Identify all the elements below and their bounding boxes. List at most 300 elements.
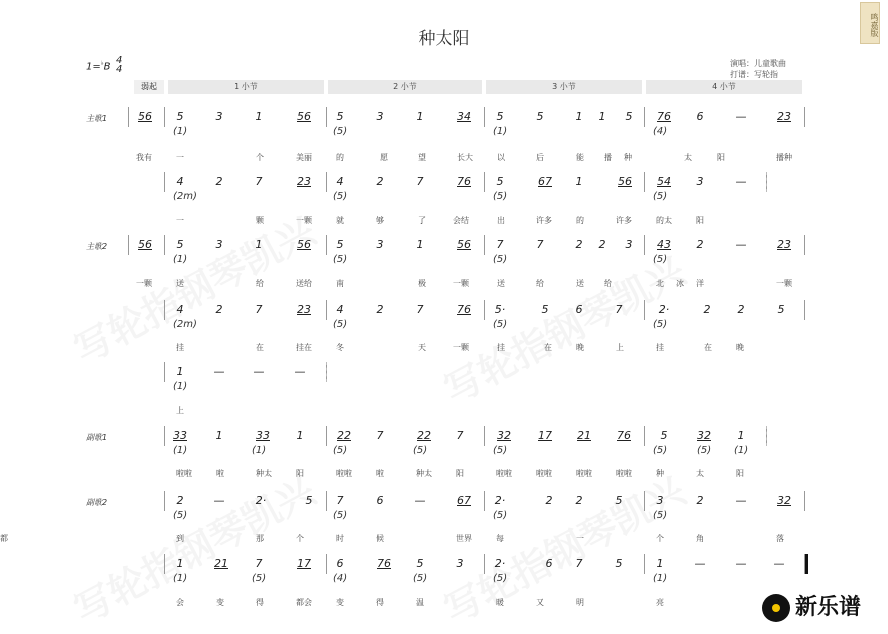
bar-line xyxy=(164,300,165,320)
measure-header-4: 4 小节 xyxy=(646,80,802,94)
chord-marker: (5) xyxy=(493,445,508,456)
lyric: 世界 xyxy=(456,534,472,543)
note: 5 xyxy=(176,110,184,123)
lyric: 阳 xyxy=(296,469,304,478)
note: 5 xyxy=(541,303,549,316)
note: 1 xyxy=(255,110,263,123)
chord-marker: (5) xyxy=(493,319,508,330)
bar-line xyxy=(164,235,165,255)
lyric: 许多 xyxy=(536,216,552,225)
lyric: 种太 xyxy=(416,469,432,478)
key-flat: ♭ xyxy=(100,60,104,67)
edition-badge: 鸣嘉版 xyxy=(860,2,880,44)
note: 4 xyxy=(336,175,344,188)
note: 3 xyxy=(376,238,384,251)
lyric: 我有 xyxy=(136,153,152,162)
lyric: 晚 xyxy=(576,343,584,352)
lyric: 够 xyxy=(376,216,384,225)
note: 67 xyxy=(457,494,471,507)
bar-line xyxy=(804,300,805,320)
measure-header-1: 1 小节 xyxy=(168,80,324,94)
note: 76 xyxy=(377,557,391,570)
note: 17 xyxy=(297,557,311,570)
bar-line xyxy=(326,235,327,255)
lyric: 那 xyxy=(256,534,264,543)
bar-line xyxy=(644,172,645,192)
bar-line xyxy=(164,107,165,127)
note: 1 xyxy=(598,110,606,123)
chord-marker: (1) xyxy=(653,573,668,584)
lyric: 给 xyxy=(256,279,264,288)
lyric: 个 xyxy=(256,153,264,162)
note: — xyxy=(735,110,747,123)
lyric: 给 xyxy=(604,279,612,288)
chord-marker: (5) xyxy=(653,319,668,330)
lyric: 能 xyxy=(576,153,584,162)
note: 6 xyxy=(696,110,704,123)
note: 7 xyxy=(336,494,344,507)
bar-line xyxy=(128,107,129,127)
note: 7 xyxy=(416,175,424,188)
chord-marker: (1) xyxy=(173,445,188,456)
note: — xyxy=(414,494,426,507)
note: 5 xyxy=(496,110,504,123)
lyric: 的太 xyxy=(656,216,672,225)
lyric: 送 xyxy=(497,279,505,288)
note: 5 xyxy=(496,175,504,188)
chord-marker: (1) xyxy=(173,573,188,584)
lyric: 温 xyxy=(416,598,424,607)
note: 1 xyxy=(737,429,745,442)
bar-line xyxy=(326,491,327,511)
chord-marker: (1) xyxy=(493,126,508,137)
note: 6 xyxy=(336,557,344,570)
note: 7 xyxy=(255,303,263,316)
chord-marker: (5) xyxy=(333,126,348,137)
chord-marker: (1) xyxy=(173,381,188,392)
note: 5· xyxy=(494,303,506,316)
note: 6 xyxy=(545,557,553,570)
bar-line xyxy=(644,300,645,320)
lyric: 挂在 xyxy=(296,343,312,352)
note: 2 xyxy=(376,303,384,316)
chord-marker: (5) xyxy=(653,254,668,265)
watermark-text xyxy=(63,201,324,374)
lyric: 一颗 xyxy=(453,343,469,352)
lyric: 阳 xyxy=(717,153,725,162)
lyric: 许多 xyxy=(616,216,632,225)
lyric: 上 xyxy=(176,406,184,415)
row-label-6: 副歌1 xyxy=(86,433,108,442)
lyric: 了 xyxy=(418,216,426,225)
lyric: 又 xyxy=(536,598,544,607)
chord-marker: (1) xyxy=(173,126,188,137)
time-top: 4 xyxy=(116,55,123,66)
bar-line xyxy=(484,235,485,255)
key-eq: = xyxy=(92,61,101,73)
lyric: 挂 xyxy=(176,343,184,352)
lyric: 一 xyxy=(176,153,184,162)
watermark-text xyxy=(63,461,324,634)
note: 56 xyxy=(618,175,632,188)
note: 5 xyxy=(305,494,313,507)
note: 56 xyxy=(297,238,311,251)
note: 5 xyxy=(615,494,623,507)
note: 3 xyxy=(215,238,223,251)
lyric: 角 xyxy=(696,534,704,543)
note: — xyxy=(773,557,785,570)
lyric: 南 xyxy=(336,279,344,288)
lyric: 变 xyxy=(336,598,344,607)
dashed-bar-line xyxy=(766,426,767,446)
chord-marker: (5) xyxy=(333,445,348,456)
note: 7 xyxy=(536,238,544,251)
bar-line xyxy=(164,172,165,192)
note: 76 xyxy=(617,429,631,442)
chord-marker: (5) xyxy=(697,445,712,456)
note: — xyxy=(213,365,225,378)
row-label-7: 副歌2 xyxy=(86,498,108,507)
record-icon xyxy=(762,594,790,622)
lyric: 送 xyxy=(576,279,584,288)
lyric: 一颗 xyxy=(136,279,152,288)
lyric: 会 xyxy=(176,598,184,607)
note: 1 xyxy=(215,429,223,442)
lyric: 太 xyxy=(696,469,704,478)
lyric: 个 xyxy=(296,534,304,543)
lyric: 出 xyxy=(497,216,505,225)
note: 21 xyxy=(577,429,591,442)
note: — xyxy=(253,365,265,378)
note: 1 xyxy=(176,557,184,570)
chord-marker: (5) xyxy=(333,510,348,521)
chord-marker: (1) xyxy=(252,445,267,456)
note: 2 xyxy=(215,303,223,316)
chord-marker: (2m) xyxy=(173,191,197,202)
chord-marker: (5) xyxy=(252,573,267,584)
note: 7 xyxy=(376,429,384,442)
note: 76 xyxy=(457,175,471,188)
note: 5 xyxy=(660,429,668,442)
note: 3 xyxy=(376,110,384,123)
lyric: 天 xyxy=(418,343,426,352)
note: 2 xyxy=(737,303,745,316)
note: 5 xyxy=(416,557,424,570)
bar-line xyxy=(644,554,645,574)
note: 2 xyxy=(598,238,606,251)
bar-line xyxy=(804,107,805,127)
lyric: 种 xyxy=(656,469,664,478)
lyric: 阳 xyxy=(456,469,464,478)
note: 56 xyxy=(297,110,311,123)
bar-line xyxy=(484,491,485,511)
lyric: 会结 xyxy=(453,216,469,225)
chord-marker: (5) xyxy=(413,445,428,456)
note: — xyxy=(735,175,747,188)
lyric: 得 xyxy=(376,598,384,607)
note: 4 xyxy=(336,303,344,316)
note: 4 xyxy=(176,303,184,316)
chord-marker: (1) xyxy=(173,254,188,265)
logo-text: 新乐谱 xyxy=(795,595,862,620)
note: 7 xyxy=(615,303,623,316)
chord-marker: (5) xyxy=(493,573,508,584)
singer-credit: 演唱：儿童歌曲 xyxy=(730,59,786,68)
chord-marker: (5) xyxy=(653,191,668,202)
note: 43 xyxy=(657,238,671,251)
note: — xyxy=(294,365,306,378)
note: 5 xyxy=(336,110,344,123)
note: 5 xyxy=(176,238,184,251)
note: 2· xyxy=(494,557,506,570)
note: 2 xyxy=(696,238,704,251)
note: 7 xyxy=(255,557,263,570)
note: 6 xyxy=(376,494,384,507)
note: — xyxy=(735,557,747,570)
note: 6 xyxy=(575,303,583,316)
lyric: 给 xyxy=(536,279,544,288)
lyric: 上 xyxy=(616,343,624,352)
note: 5 xyxy=(536,110,544,123)
note: 33 xyxy=(256,429,270,442)
bar-line xyxy=(484,107,485,127)
bar-line xyxy=(804,235,805,255)
note: 2 xyxy=(575,494,583,507)
watermark-text xyxy=(433,461,694,634)
lyric: 一 xyxy=(176,216,184,225)
bar-line xyxy=(644,107,645,127)
note: 5 xyxy=(336,238,344,251)
lyric: 一 xyxy=(576,534,584,543)
note: 1 xyxy=(575,175,583,188)
bar-line xyxy=(326,300,327,320)
time-bottom: 4 xyxy=(116,64,123,75)
note: 32 xyxy=(777,494,791,507)
note: 2· xyxy=(494,494,506,507)
note: 22 xyxy=(337,429,351,442)
lyric: 时 xyxy=(336,534,344,543)
lyric: 得 xyxy=(256,598,264,607)
lyric: 啦 xyxy=(216,469,224,478)
bar-line xyxy=(164,426,165,446)
note: 23 xyxy=(297,175,311,188)
bar-line xyxy=(326,107,327,127)
lyric: 洋 xyxy=(696,279,704,288)
pickup-label: 弱起 xyxy=(134,80,164,94)
note: 7 xyxy=(416,303,424,316)
note: 21 xyxy=(214,557,228,570)
dashed-bar-line xyxy=(766,172,767,192)
note: — xyxy=(213,494,225,507)
note: 67 xyxy=(538,175,552,188)
bar-line xyxy=(164,491,165,511)
note: 7 xyxy=(255,175,263,188)
note: 34 xyxy=(457,110,471,123)
lyric: 望 xyxy=(418,153,426,162)
chord-marker: (1) xyxy=(734,445,749,456)
bar-line xyxy=(644,491,645,511)
dashed-bar-line xyxy=(326,362,327,382)
note: 2 xyxy=(176,494,184,507)
note: 1 xyxy=(575,110,583,123)
lyric: 的 xyxy=(576,216,584,225)
note: 5 xyxy=(625,110,633,123)
lyric: 挂 xyxy=(497,343,505,352)
lyric: 阳 xyxy=(696,216,704,225)
lyric: 在 xyxy=(544,343,552,352)
bar-line xyxy=(484,172,485,192)
lyric: 亮 xyxy=(656,598,664,607)
lyric: 个 xyxy=(656,534,664,543)
chord-marker: (4) xyxy=(333,573,348,584)
note: 1 xyxy=(296,429,304,442)
lyric: 暖 xyxy=(496,598,504,607)
chord-marker: (5) xyxy=(333,254,348,265)
note: 23 xyxy=(777,238,791,251)
note: 2 xyxy=(545,494,553,507)
bar-line xyxy=(804,491,805,511)
note: 2 xyxy=(376,175,384,188)
note: 3 xyxy=(456,557,464,570)
key-tonic: 1 xyxy=(86,61,93,73)
lyric: 就 xyxy=(336,216,344,225)
note: — xyxy=(735,238,747,251)
bar-line xyxy=(164,362,165,382)
note: 56 xyxy=(138,238,152,251)
lyric: 颗 xyxy=(256,216,264,225)
lyric: 以 xyxy=(497,153,505,162)
lyric: 美丽 xyxy=(296,153,312,162)
lyric: 到 xyxy=(176,534,184,543)
lyric: 晚 xyxy=(736,343,744,352)
key-note: B xyxy=(103,61,111,73)
lyric: 候 xyxy=(376,534,384,543)
chord-marker: (2m) xyxy=(173,319,197,330)
lyric: 啦啦 xyxy=(336,469,352,478)
note: 32 xyxy=(697,429,711,442)
note: 2 xyxy=(215,175,223,188)
note: 54 xyxy=(657,175,671,188)
lyric: 变 xyxy=(216,598,224,607)
note: 3 xyxy=(625,238,633,251)
bar-line xyxy=(128,235,129,255)
note: 33 xyxy=(173,429,187,442)
lyric: 冰 xyxy=(676,279,684,288)
lyric: 冬 xyxy=(336,343,344,352)
lyric: 阳 xyxy=(736,469,744,478)
bar-line xyxy=(326,172,327,192)
chord-marker: (5) xyxy=(653,510,668,521)
bar-line xyxy=(164,554,165,574)
note: 7 xyxy=(496,238,504,251)
note: 7 xyxy=(575,557,583,570)
lyric: 愿 xyxy=(380,153,388,162)
lyric: 一颗 xyxy=(453,279,469,288)
note: 1 xyxy=(656,557,664,570)
lyric: 啦啦 xyxy=(176,469,192,478)
lyric: 在 xyxy=(704,343,712,352)
bar-line xyxy=(484,426,485,446)
lyric: 啦 xyxy=(376,469,384,478)
note: 7 xyxy=(456,429,464,442)
lyric: 在 xyxy=(256,343,264,352)
note: 76 xyxy=(457,303,471,316)
row-label-1: 主歌1 xyxy=(86,114,108,123)
note: 5 xyxy=(615,557,623,570)
lyric: 极 xyxy=(418,279,426,288)
note: 56 xyxy=(457,238,471,251)
lyric: 播种 xyxy=(776,153,792,162)
note: 1 xyxy=(416,110,424,123)
bar-line xyxy=(484,300,485,320)
note: 2· xyxy=(658,303,670,316)
chord-marker: (5) xyxy=(493,510,508,521)
measure-header-2: 2 小节 xyxy=(328,80,482,94)
row-label-3: 主歌2 xyxy=(86,242,108,251)
notation-credit: 打谱：写轮指 xyxy=(730,70,778,79)
lyric: 都 xyxy=(0,534,8,543)
bar-line xyxy=(644,235,645,255)
lyric: 都会 xyxy=(296,598,312,607)
key-signature xyxy=(86,55,123,75)
lyric: 啦啦 xyxy=(616,469,632,478)
lyric: 的 xyxy=(336,153,344,162)
lyric: 每 xyxy=(496,534,504,543)
note: 1 xyxy=(416,238,424,251)
note: 2 xyxy=(703,303,711,316)
note: 56 xyxy=(138,110,152,123)
lyric: 种 xyxy=(624,153,632,162)
chord-marker: (5) xyxy=(333,191,348,202)
lyric: 明 xyxy=(576,598,584,607)
note: 17 xyxy=(538,429,552,442)
chord-marker: (5) xyxy=(493,191,508,202)
song-title: 种太阳 xyxy=(418,29,470,49)
note: 1 xyxy=(255,238,263,251)
note: — xyxy=(735,494,747,507)
lyric: 播 xyxy=(604,153,612,162)
note: 2 xyxy=(575,238,583,251)
note: 23 xyxy=(777,110,791,123)
lyric: 送给 xyxy=(296,279,312,288)
lyric: 啦啦 xyxy=(536,469,552,478)
note: 32 xyxy=(497,429,511,442)
chord-marker: (5) xyxy=(333,319,348,330)
note: 5 xyxy=(777,303,785,316)
note: 4 xyxy=(176,175,184,188)
measure-header-3: 3 小节 xyxy=(486,80,642,94)
lyric: 啦啦 xyxy=(576,469,592,478)
time-signature xyxy=(116,56,122,74)
note: 1 xyxy=(176,365,184,378)
chord-marker: (5) xyxy=(493,254,508,265)
lyric: 长大 xyxy=(457,153,473,162)
bar-line xyxy=(644,426,645,446)
lyric: 送 xyxy=(176,279,184,288)
note: — xyxy=(694,557,706,570)
lyric: 后 xyxy=(536,153,544,162)
note: 3 xyxy=(656,494,664,507)
lyric: 太 xyxy=(684,153,692,162)
lyric: 啦啦 xyxy=(496,469,512,478)
note: 23 xyxy=(297,303,311,316)
chord-marker: (5) xyxy=(413,573,428,584)
final-bar-line xyxy=(805,554,808,574)
credits xyxy=(730,58,786,80)
lyric: 挂 xyxy=(656,343,664,352)
lyric: 北 xyxy=(656,279,664,288)
note: 2 xyxy=(696,494,704,507)
